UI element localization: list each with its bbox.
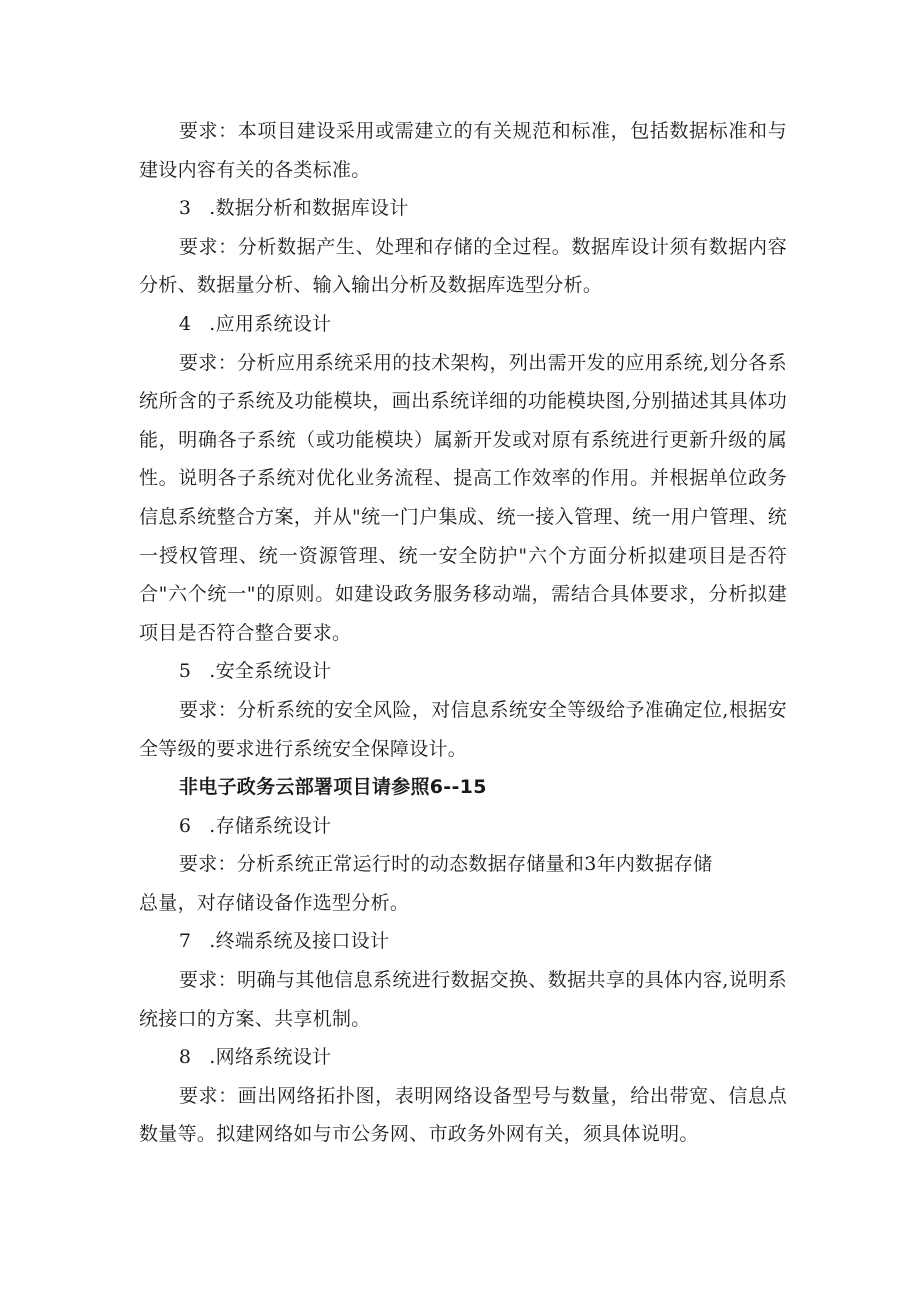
section-number: 6: [178, 814, 192, 837]
paragraph-database-requirement: 要求：分析数据产生、处理和存储的全过程。数据库设计须有数据内容分析、数据量分析、输入输出分析及数据库选型分析。: [139, 235, 787, 297]
section-heading-application-design: [139, 305, 787, 344]
section-number: 4: [178, 312, 192, 335]
section-heading-database-design: [139, 189, 787, 228]
paragraph-application-requirement: 要求：分析应用系统采用的技术架构，列出需开发的应用系统,划分各系统所含的子系统及功能模块，画出系统详细的功能模块图,分别描述其具体功能，明确各子系统（或功能模块）属新开发或对原有系统进行更新升级的属性。说明各子系统对优化业务流程、提高工作效率的作用。并根据单位政务信息系统整合方案，并从"统一门户集成、统一接入管理、统一用户管理、统一授权管理、统一资源管理、统一安全防护"六个方面分析拟建项目是否符合"六个统一"的原则。如建设政务服务移动端，需结合具体要求，分析拟建项目是否符合整合要求。: [139, 351, 787, 644]
section-title: .网络系统设计: [209, 1046, 332, 1069]
section-number: 8: [178, 1046, 192, 1069]
document-body: [139, 112, 787, 1154]
paragraph-storage-requirement-line2: 总量，对存储设备作选型分析。: [139, 891, 410, 914]
section-number: 3: [178, 197, 192, 220]
paragraph-standards-requirement: 要求：本项目建设采用或需建立的有关规范和标准，包括数据标准和与建设内容有关的各类标准。: [139, 120, 787, 181]
section-heading-network-design: [139, 1038, 787, 1077]
section-title: .安全系统设计: [209, 660, 332, 683]
note-non-cloud-projects: 非电子政务云部署项目请参照6--15: [178, 776, 487, 799]
section-heading-storage-design: [139, 807, 787, 846]
paragraph-interface-requirement: 要求：明确与其他信息系统进行数据交换、数据共享的具体内容,说明系统接口的方案、共享机制。: [139, 969, 787, 1030]
section-number: 7: [178, 930, 192, 953]
section-heading-terminal-interface-design: [139, 922, 787, 961]
section-heading-security-design: [139, 652, 787, 691]
paragraph-security-requirement: 要求：分析系统的安全风险，对信息系统安全等级给予准确定位,根据安全等级的要求进行系统安全保障设计。: [139, 698, 787, 760]
section-title: .存储系统设计: [209, 814, 332, 837]
section-title: .数据分析和数据库设计: [209, 197, 409, 220]
section-title: .应用系统设计: [209, 312, 332, 335]
paragraph-network-requirement: 要求：画出网络拓扑图，表明网络设备型号与数量，给出带宽、信息点数量等。拟建网络如与市公务网、市政务外网有关，须具体说明。: [139, 1084, 787, 1146]
section-title: .终端系统及接口设计: [209, 930, 390, 953]
section-number: 5: [178, 660, 192, 683]
paragraph-storage-requirement-line1: 要求：分析系统正常运行时的动态数据存储量和3年内数据存储: [178, 853, 713, 876]
